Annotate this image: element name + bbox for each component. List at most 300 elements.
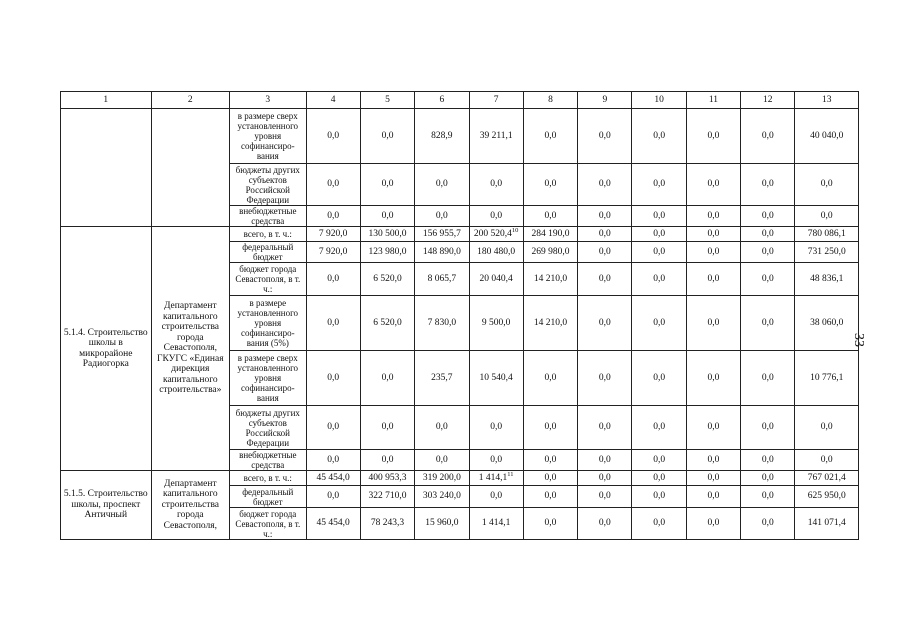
value-text: 235,7 [431,372,453,383]
value-text: 7 920,0 [318,246,348,257]
value-text: 1 414,1 [478,472,508,483]
column-header: 1 [61,92,152,109]
value-cell [632,164,686,206]
value-cell [360,242,414,263]
value-cell [415,351,469,406]
value-text: 0,0 [820,210,833,221]
value-cell [686,450,740,471]
value-cell [578,109,632,164]
footnote-mark: 10 [511,226,519,234]
header-row [61,92,859,109]
value-text: 0,0 [761,454,774,465]
value-text: 0,0 [761,422,774,433]
value-text: 141 071,4 [807,518,846,529]
value-text: 0,0 [598,491,611,502]
value-text: 0,0 [820,422,833,433]
funding-source-label: всего, в т. ч.: [230,471,306,486]
value-cell [795,263,859,296]
value-cell [686,296,740,351]
value-cell [741,450,795,471]
value-cell [523,351,577,406]
value-text: 284 190,0 [531,228,570,239]
value-text: 0,0 [327,179,340,190]
value-text: 0,0 [761,179,774,190]
value-text: 731 250,0 [807,246,846,257]
table-row [61,227,859,242]
value-text: 0,0 [707,210,720,221]
value-text: 0,0 [598,210,611,221]
value-text: 0,0 [544,210,557,221]
value-cell [415,296,469,351]
value-cell [578,508,632,540]
value-text: 48 836,1 [810,273,844,284]
value-text: 0,0 [327,372,340,383]
value-text: 0,0 [598,372,611,383]
value-cell [578,486,632,508]
value-cell [523,242,577,263]
budget-table [60,91,859,540]
value-text: 0,0 [598,179,611,190]
value-cell [795,109,859,164]
value-cell [469,109,523,164]
value-cell [523,471,577,486]
value-cell [741,508,795,540]
value-cell [795,296,859,351]
department-cell [151,109,229,227]
funding-source-label: в размере сверх установленного уровня софинансиро-вания [230,109,306,164]
value-cell [360,471,414,486]
value-cell [578,242,632,263]
value-text: 40 040,0 [810,130,844,141]
value-cell [795,508,859,540]
value-text: 0,0 [707,246,720,257]
value-text: 45 454,0 [316,518,350,529]
value-text: 156 955,7 [422,228,461,239]
value-text: 6 520,0 [373,317,402,328]
footnote-mark: 11 [507,470,514,478]
value-cell [741,206,795,227]
column-header: 5 [360,92,414,109]
value-cell [632,242,686,263]
value-cell [469,206,523,227]
value-cell [578,296,632,351]
value-cell [741,471,795,486]
value-cell [741,109,795,164]
value-cell [795,471,859,486]
value-cell [360,351,414,406]
value-cell [523,508,577,540]
value-text: 0,0 [653,317,666,328]
value-cell [686,406,740,450]
value-cell [306,227,360,242]
funding-source-label: всего, в т. ч.: [230,227,306,242]
value-text: 400 953,3 [368,472,407,483]
funding-source-label: бюджет города Севастополя, в т. ч.: [230,263,306,296]
value-cell [523,206,577,227]
column-header: 12 [741,92,795,109]
value-text: 0,0 [653,472,666,483]
value-text: 0,0 [435,179,448,190]
value-text: 0,0 [707,518,720,529]
value-text: 0,0 [761,273,774,284]
value-cell [686,351,740,406]
value-text: 148 890,0 [422,246,461,257]
value-text: 130 500,0 [368,228,407,239]
table-row [61,471,859,486]
value-text: 14 210,0 [533,273,568,284]
value-text: 0,0 [707,179,720,190]
value-text: 0,0 [598,454,611,465]
page-number: 33 [851,333,866,347]
value-text: 269 980,0 [531,246,570,257]
value-text: 0,0 [820,454,833,465]
value-cell [686,164,740,206]
value-text: 0,0 [653,422,666,433]
value-cell [469,296,523,351]
value-text: 0,0 [761,372,774,383]
value-cell [795,206,859,227]
value-text: 0,0 [653,210,666,221]
value-text: 0,0 [327,130,340,141]
value-cell [686,206,740,227]
value-cell [578,227,632,242]
value-cell [686,109,740,164]
value-text: 0,0 [598,246,611,257]
value-text: 0,0 [761,210,774,221]
value-text: 0,0 [707,491,720,502]
value-cell [578,471,632,486]
value-cell [415,164,469,206]
value-text: 0,0 [544,518,557,529]
value-cell [523,406,577,450]
column-header: 8 [523,92,577,109]
value-cell [469,406,523,450]
value-cell [306,486,360,508]
value-text: 0,0 [598,228,611,239]
value-text: 0,0 [544,372,557,383]
funding-source-label: в размере установленного уровня софинансиро-вания (5%) [230,296,306,351]
value-cell [306,206,360,227]
value-cell [306,450,360,471]
value-text: 0,0 [544,422,557,433]
value-cell [578,406,632,450]
value-cell [741,351,795,406]
value-text: 0,0 [653,518,666,529]
value-text: 0,0 [544,179,557,190]
value-text: 78 243,3 [370,518,405,529]
value-cell [360,486,414,508]
value-cell [415,227,469,242]
value-cell [360,508,414,540]
value-text: 0,0 [761,491,774,502]
value-cell [686,486,740,508]
value-cell [415,471,469,486]
value-cell [578,164,632,206]
value-text: 828,9 [431,130,453,141]
value-text: 0,0 [761,518,774,529]
value-text: 0,0 [327,210,340,221]
column-header: 11 [686,92,740,109]
value-cell [632,450,686,471]
value-cell [632,406,686,450]
value-cell [469,263,523,296]
value-text: 7 920,0 [318,228,348,239]
value-text: 625 950,0 [807,491,846,502]
value-cell [306,471,360,486]
value-cell [306,164,360,206]
value-text: 0,0 [544,472,557,483]
value-text: 0,0 [707,454,720,465]
funding-source-label: бюджет города Севастополя, в т. ч.: [230,508,306,540]
object-name-cell: 5.1.4. Строительство школы в микрорайоне Радиогорка [61,227,152,471]
value-text: 319 200,0 [422,472,461,483]
value-text: 0,0 [327,454,340,465]
column-header: 10 [632,92,686,109]
value-text: 0,0 [761,246,774,257]
value-text: 0,0 [490,179,503,190]
value-cell [469,242,523,263]
value-text: 39 211,1 [479,130,513,141]
value-cell [360,406,414,450]
value-text: 322 710,0 [368,491,407,502]
value-cell [523,164,577,206]
value-cell [415,486,469,508]
funding-source-label: федеральный бюджет [230,486,306,508]
value-cell [741,164,795,206]
value-cell [523,109,577,164]
value-text: 10 776,1 [810,372,844,383]
department-cell: Департамент капитального строительства города Севастополя, [151,471,229,540]
object-name-cell: 5.1.5. Строительство школы, проспект Античный [61,471,152,540]
value-cell [686,508,740,540]
value-text: 200 520,4 [473,228,512,239]
value-cell [415,508,469,540]
column-header: 4 [306,92,360,109]
value-text: 0,0 [381,454,394,465]
value-text: 303 240,0 [422,491,461,502]
value-text: 0,0 [381,179,394,190]
value-cell [523,227,577,242]
value-cell [632,508,686,540]
value-cell [523,263,577,296]
value-cell [306,508,360,540]
value-cell [469,486,523,508]
value-text: 1 414,1 [481,518,511,529]
value-text: 38 060,0 [810,317,844,328]
value-text: 0,0 [327,317,340,328]
value-cell [632,263,686,296]
value-cell [415,450,469,471]
value-cell [360,109,414,164]
funding-source-label: бюджеты других субъектов Российской Федерации [230,406,306,450]
value-text: 0,0 [544,454,557,465]
department-cell: Департамент капитального строительства города Севастополя, ГКУГС «Единая дирекция капитального строительства» [151,227,229,471]
value-text: 0,0 [820,179,833,190]
column-header: 7 [469,92,523,109]
value-text: 0,0 [490,454,503,465]
value-cell [632,227,686,242]
value-text: 180 480,0 [477,246,516,257]
value-cell [360,296,414,351]
value-cell [415,242,469,263]
value-text: 0,0 [490,491,503,502]
table-row [61,109,859,164]
value-text: 0,0 [761,130,774,141]
value-cell [306,296,360,351]
value-cell [415,109,469,164]
value-text: 0,0 [761,228,774,239]
value-cell [795,486,859,508]
column-header: 3 [230,92,306,109]
value-text: 780 086,1 [807,228,846,239]
value-text: 45 454,0 [316,472,350,483]
value-text: 0,0 [707,130,720,141]
value-cell [795,242,859,263]
value-cell [578,351,632,406]
value-text: 0,0 [598,518,611,529]
funding-source-label: внебюджетные средства [230,450,306,471]
value-text: 0,0 [490,210,503,221]
value-text: 0,0 [653,372,666,383]
value-cell [360,164,414,206]
column-header: 13 [795,92,859,109]
value-text: 123 980,0 [368,246,407,257]
value-cell [306,263,360,296]
value-cell [632,109,686,164]
value-text: 0,0 [327,491,340,502]
value-text: 0,0 [598,273,611,284]
value-cell [360,450,414,471]
value-cell [469,508,523,540]
value-text: 10 540,4 [479,372,513,383]
value-text: 0,0 [544,130,557,141]
value-cell [795,351,859,406]
value-cell [469,351,523,406]
value-cell [795,164,859,206]
value-cell [686,227,740,242]
value-text: 0,0 [435,422,448,433]
value-text: 0,0 [435,210,448,221]
value-text: 0,0 [381,422,394,433]
value-cell [632,206,686,227]
value-text: 8 065,7 [427,273,457,284]
value-cell [795,227,859,242]
value-text: 0,0 [761,317,774,328]
value-text: 0,0 [707,472,720,483]
value-text: 7 830,0 [427,317,457,328]
value-cell [741,242,795,263]
value-text: 0,0 [653,130,666,141]
value-cell [632,471,686,486]
value-text: 0,0 [598,472,611,483]
value-cell [360,206,414,227]
value-cell [469,164,523,206]
value-cell [469,450,523,471]
value-cell [306,351,360,406]
value-text: 0,0 [435,454,448,465]
value-cell [360,227,414,242]
value-text: 0,0 [381,130,394,141]
funding-source-label: в размере сверх установленного уровня софинансиро-вания [230,351,306,406]
value-cell [741,486,795,508]
value-text: 0,0 [598,317,611,328]
value-text: 0,0 [327,422,340,433]
value-text: 0,0 [490,422,503,433]
funding-source-label: внебюджетные средства [230,206,306,227]
value-text: 0,0 [707,372,720,383]
value-cell [632,351,686,406]
value-cell [306,242,360,263]
column-header: 6 [415,92,469,109]
value-cell [578,450,632,471]
value-cell [686,242,740,263]
value-text: 0,0 [381,372,394,383]
column-header: 9 [578,92,632,109]
value-cell [632,486,686,508]
value-cell [523,450,577,471]
value-cell [741,227,795,242]
value-text: 15 960,0 [425,518,459,529]
value-text: 0,0 [707,228,720,239]
value-text: 0,0 [598,130,611,141]
value-cell [578,263,632,296]
value-cell [741,296,795,351]
value-text: 0,0 [761,472,774,483]
value-cell [795,406,859,450]
column-header: 2 [151,92,229,109]
object-name-cell [61,109,152,227]
value-text: 0,0 [653,246,666,257]
value-cell [741,406,795,450]
value-cell [415,206,469,227]
funding-source-label: федеральный бюджет [230,242,306,263]
value-text: 0,0 [653,273,666,284]
value-cell [523,486,577,508]
value-text: 0,0 [653,228,666,239]
value-cell [578,206,632,227]
value-cell [469,471,523,486]
value-cell [523,296,577,351]
value-text: 20 040,4 [479,273,513,284]
value-text: 9 500,0 [481,317,511,328]
value-text: 0,0 [598,422,611,433]
value-cell [686,471,740,486]
value-text: 0,0 [381,210,394,221]
value-text: 0,0 [544,491,557,502]
value-text: 0,0 [707,273,720,284]
funding-source-label: бюджеты других субъектов Российской Федерации [230,164,306,206]
value-text: 0,0 [707,422,720,433]
value-cell [686,263,740,296]
value-text: 0,0 [327,273,340,284]
value-text: 0,0 [707,317,720,328]
value-text: 0,0 [653,491,666,502]
value-cell [360,263,414,296]
value-cell [306,109,360,164]
value-cell [469,227,523,242]
value-cell [306,406,360,450]
value-text: 767 021,4 [807,472,846,483]
value-text: 14 210,0 [533,317,568,328]
value-text: 0,0 [653,179,666,190]
value-cell [415,263,469,296]
value-cell [415,406,469,450]
value-text: 6 520,0 [373,273,402,284]
value-cell [795,450,859,471]
value-cell [741,263,795,296]
value-text: 0,0 [653,454,666,465]
value-cell [632,296,686,351]
